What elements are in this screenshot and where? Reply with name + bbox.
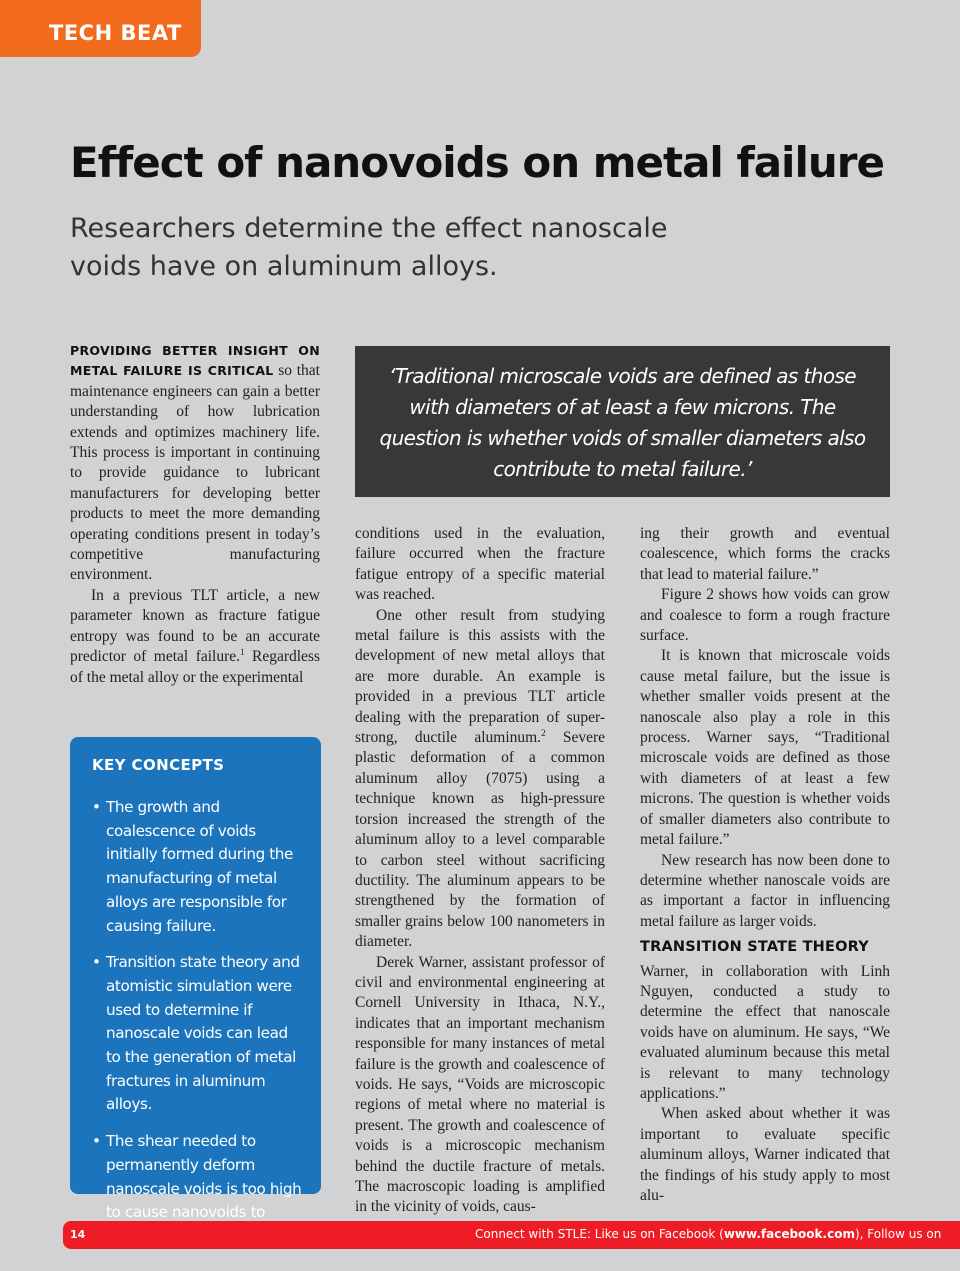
article-title: Effect of nanovoids on metal failure (70, 138, 884, 187)
key-concepts-list (92, 796, 303, 1249)
key-concept-item: • The shear needed to permanently deform nanoscale voids is too high to cause nanovoids to (92, 1130, 303, 1249)
paragraph: One other result from studying metal failure is this assists with the development of new metal alloys that are more durable. An example is provided in a previous TLT article dealing with the preparation of super-strong, ductile aluminum.$^2$ Severe plastic deformation of a common aluminum alloy (7075) using a technique known as high-pressure torsion increased the strength of the aluminum alloy to a level comparable to carbon steel without sacrificing ductility. The aluminum appears to be strengthened by the formation of smaller grains below 100 nanometers in diameter. (355, 606, 605, 951)
key-concepts-box (70, 737, 321, 1222)
footer-social-text: Connect with STLE: Like us on Facebook (www.facebook.com), Follow us on (475, 1227, 942, 1241)
footnote-ref: 2 (541, 727, 546, 738)
lead-in: PROVIDING BETTER INSIGHT ON METAL FAILURE IS CRITICAL (70, 343, 320, 379)
section-tab (0, 0, 201, 57)
paragraph: PROVIDING BETTER INSIGHT ON METAL FAILURE IS CRITICAL so that maintenance engineers can gain a better understanding of how lubrication extends and optimizes machinery life. This process is important in continuing to provide guidance to lubricant manufacturers for developing better products to meet the more demanding operating conditions present in today’s competitive manufacturing environment. (70, 343, 320, 584)
key-concept-item: • The growth and coalescence of voids initially formed during the manufacturing of metal alloys are responsible for causing failure. (92, 796, 303, 938)
footer-bar (63, 1221, 960, 1249)
body-column-3 (640, 524, 890, 1206)
article-deck: Researchers determine the effect nanoscale voids have on aluminum alloys. (70, 213, 668, 282)
body-column-1 (70, 341, 320, 688)
body-column-2 (355, 524, 605, 1218)
paragraph: conditions used in the evaluation, failure occurred when the fracture fatigue entropy of a specific material was reached. (355, 525, 605, 604)
paragraph: Derek Warner, assistant professor of civil and environmental engineering at Cornell University in Ithaca, N.Y., indicates that an important mechanism responsible for many instances of metal failure is the growth and coalescence of voids. He says, “Voids are microscopic regions of metal where no material is present. The growth and coalescence of voids is a microscopic mechanism behind the ductile fracture of metals. The macroscopic loading is amplified in the vicinity of voids, caus- (355, 953, 605, 1216)
facebook-link[interactable]: www.facebook.com (723, 1227, 855, 1241)
paragraph: It is known that microscale voids cause metal failure, but the issue is whether smaller voids present at the nanoscale also play a role in this process. Warner says, “Traditional microscale voids are defined as those with diameters of at least a few microns. The question is whether voids of smaller diameters also contribute to metal failure.” (640, 647, 890, 849)
paragraph: When asked about whether it was important to evaluate specific aluminum alloys, Warner indicated that the findings of his study apply to most alu- (640, 1105, 890, 1204)
key-concepts-heading: KEY CONCEPTS (92, 756, 225, 774)
paragraph: Figure 2 shows how voids can grow and coalesce to form a rough fracture surface. (640, 586, 890, 645)
paragraph: New research has now been done to determine whether nanoscale voids are as important a factor in influencing metal failure as larger voids. (640, 851, 890, 930)
pull-quote (355, 346, 890, 497)
page-number: 14 (70, 1228, 86, 1241)
footnote-ref: 1 (240, 646, 245, 657)
paragraph: Warner, in collaboration with Linh Nguyen, conducted a study to determine the effect that nanoscale voids have on aluminum. He says, “We evaluated aluminum because this metal is relevant to many technology applications.” (640, 962, 890, 1102)
section-tab-label: TECH BEAT (49, 21, 182, 45)
section-subhead: TRANSITION STATE THEORY (640, 939, 869, 956)
pull-quote-text: ‘Traditional microscale voids are defined as those with diameters of at least a few microns. The question is whether voids of smaller diameters also contribute to metal failure.’ (379, 364, 866, 481)
paragraph: ing their growth and eventual coalescence, which forms the cracks that lead to material failure.” (640, 525, 890, 583)
key-concept-item: • Transition state theory and atomistic simulation were used to determine if nanoscale voids can lead to the generation of metal fractures in aluminum alloys. (92, 951, 303, 1117)
paragraph: In a previous TLT article, a new parameter known as fracture fatigue entropy was found to be an accurate predictor of metal failure.$^1$ Regardless of the metal alloy or the experimental (70, 586, 320, 686)
